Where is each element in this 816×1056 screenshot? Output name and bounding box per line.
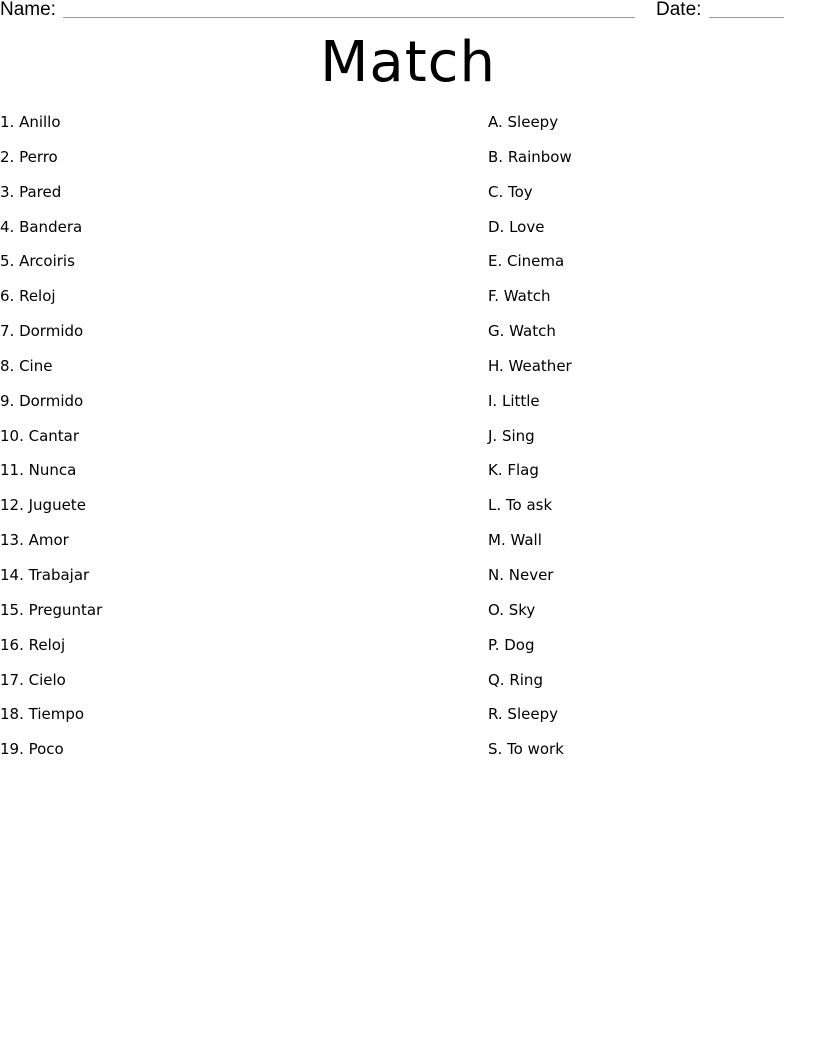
spanish-word-item: 1. Anillo (0, 113, 61, 131)
english-word-item: O. Sky (488, 600, 536, 619)
english-word-item: C. Toy (488, 182, 533, 201)
date-blank-line[interactable] (709, 17, 784, 18)
spanish-word-item: 7. Dormido (0, 322, 84, 341)
name-label: Name: (0, 0, 56, 20)
spanish-word-item: 18. Tiempo (0, 705, 85, 724)
english-word-item: R. Sleepy (488, 705, 558, 724)
english-word-item: D. Love (488, 217, 545, 236)
spanish-word-item: 2. Perro (0, 147, 58, 166)
spanish-word-item: 14. Trabajar (0, 565, 90, 584)
page-title: Match (320, 30, 496, 95)
spanish-word-item: 12. Juguete (0, 496, 86, 515)
spanish-word-item: 5. Arcoiris (0, 252, 75, 271)
english-word-item: E. Cinema (488, 252, 565, 271)
english-word-item: I. Little (488, 391, 540, 410)
spanish-word-item: 9. Dormido (0, 391, 84, 410)
spanish-word-item: 3. Pared (0, 182, 62, 201)
spanish-word-item: 10. Cantar (0, 426, 80, 445)
date-label: Date: (656, 0, 702, 20)
english-word-item: J. Sing (488, 426, 535, 445)
english-word-item: A. Sleepy (488, 113, 559, 131)
spanish-word-item: 4. Bandera (0, 217, 83, 236)
english-word-item: Q. Ring (488, 670, 543, 689)
spanish-word-item: 8. Cine (0, 356, 53, 375)
spanish-word-item: 11. Nunca (0, 461, 77, 480)
english-word-item: G. Watch (488, 322, 556, 341)
english-word-item: N. Never (488, 565, 554, 584)
english-word-item: B. Rainbow (488, 147, 572, 166)
spanish-word-item: 19. Poco (0, 740, 64, 759)
english-word-item: P. Dog (488, 635, 535, 654)
english-word-item: K. Flag (488, 461, 539, 480)
spanish-word-item: 13. Amor (0, 531, 69, 550)
name-blank-line[interactable] (63, 17, 635, 18)
spanish-word-item: 16. Reloj (0, 635, 66, 654)
english-words-list (488, 110, 808, 772)
english-word-item: F. Watch (488, 287, 551, 306)
english-word-item: L. To ask (488, 496, 553, 515)
spanish-word-item: 15. Preguntar (0, 600, 103, 619)
english-word-item: M. Wall (488, 531, 542, 550)
worksheet-header (0, 0, 816, 24)
spanish-word-item: 6. Reloj (0, 287, 56, 306)
spanish-words-list (0, 110, 400, 772)
spanish-word-item: 17. Cielo (0, 670, 66, 689)
english-word-item: S. To work (488, 740, 564, 759)
english-word-item: H. Weather (488, 356, 572, 375)
